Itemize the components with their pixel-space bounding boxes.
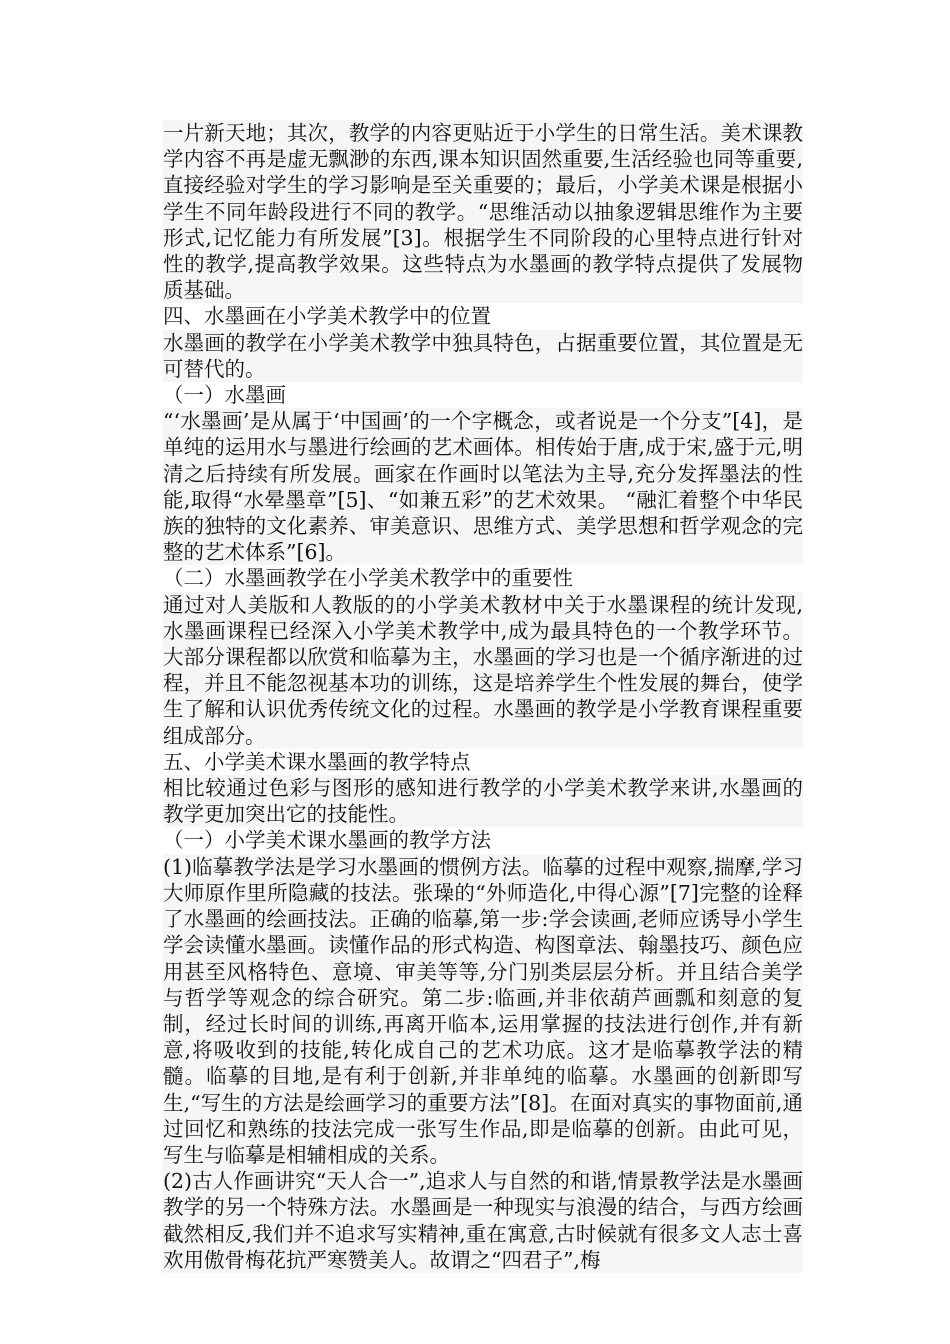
subsection-heading-4-2: （二）水墨画教学在小学美术教学中的重要性 — [163, 566, 573, 591]
paragraph-teaching-skill: 相比较通过色彩与图形的感知进行教学的小学美术教学来讲,水墨画的教学更加突出它的技能性。 — [163, 776, 803, 827]
paragraph-ink-painting-definition: “‘水墨画’是从属于‘中国画’的一个字概念，或者说是一个分支”[4]，是单纯的运用水与墨进行绘画的艺术画体。相传始于唐,成于宋,盛于元,明清之后持续有所发展。画家在作画时以笔法为主导,充分发挥墨法的性能,取得“水晕墨章”[5]、“如兼五彩”的艺术效果。 “融汇着整个中华民族的独特的文化素养、审美意识、思维方式、美学思想和哲学观念的完整的艺术体系”[6]。 — [163, 409, 803, 565]
section-heading-4: 四、水墨画在小学美术教学中的位置 — [163, 304, 491, 329]
paragraph-ink-painting-position: 水墨画的教学在小学美术教学中独具特色，占据重要位置，其位置是无可替代的。 — [163, 330, 803, 381]
paragraph-primary-school-art-features: 一片新天地；其次，教学的内容更贴近于小学生的日常生活。美术课教学内容不再是虚无飘渺的东西,课本知识固然重要,生活经验也同等重要,直接经验对学生的学习影响是至关重要的；最后，小学美术课是根据小学生不同年龄段进行不同的教学。“思维活动以抽象逻辑思维作为主要形式,记忆能力有所发展”[3]。根据学生不同阶段的心里特点进行针对性的教学,提高教学效果。这些特点为水墨画的教学特点提供了发展物质基础。 — [163, 121, 803, 303]
document-body — [163, 120, 803, 1273]
subsection-heading-5-1: （一）小学美术课水墨画的教学方法 — [163, 828, 491, 853]
subsection-heading-4-1: （一）水墨画 — [163, 383, 286, 408]
paragraph-copying-method: (1)临摹教学法是学习水墨画的惯例方法。临摹的过程中观察,揣摩,学习大师原作里所隐藏的技法。张璪的“外师造化,中得心源”[7]完整的诠释了水墨画的绘画技法。正确的临摹,第一步:学会读画,老师应诱导小学生学会读懂水墨画。读懂作品的形式构造、构图章法、翰墨技巧、颜色应用甚至风格特色、意境、审美等等,分门别类层层分析。并且结合美学与哲学等观念的综合研究。第二步:临画,并非依葫芦画瓢和刻意的复制，经过长时间的训练,再离开临本,运用掌握的技法进行创作,并有新意,将吸收到的技能,转化成自己的艺术功底。这才是临摹教学法的精髓。临摹的目地,是有利于创新,并非单纯的临摹。水墨画的创新即写生,“写生的方法是绘画学习的重要方法”[8]。在面对真实的事物面前,通过回忆和熟练的技法完成一张写生作品,即是临摹的创新。由此可见，写生与临摹是相辅相成的关系。 — [163, 854, 803, 1167]
section-heading-5: 五、小学美术课水墨画的教学特点 — [163, 749, 471, 774]
paragraph-ink-painting-importance: 通过对人美版和人教版的的小学美术教材中关于水墨课程的统计发现,水墨画课程已经深入小学美术教学中,成为最具特色的一个教学环节。大部分课程都以欣赏和临摹为主，水墨画的学习也是一个循序渐进的过程，并且不能忽视基本功的训练，这是培养学生个性发展的舞台，使学生了解和认识优秀传统文化的过程。水墨画的教学是小学教育课程重要组成部分。 — [163, 592, 803, 748]
paragraph-situational-method: (2)古人作画讲究“天人合一”,追求人与自然的和谐,情景教学法是水墨画教学的另一个特殊方法。水墨画是一种现实与浪漫的结合，与西方绘画截然相反,我们并不追求写实精神,重在寓意,古时候就有很多文人志士喜欢用傲骨梅花抗严寒赞美人。故谓之“四君子”,梅 — [163, 1169, 803, 1272]
